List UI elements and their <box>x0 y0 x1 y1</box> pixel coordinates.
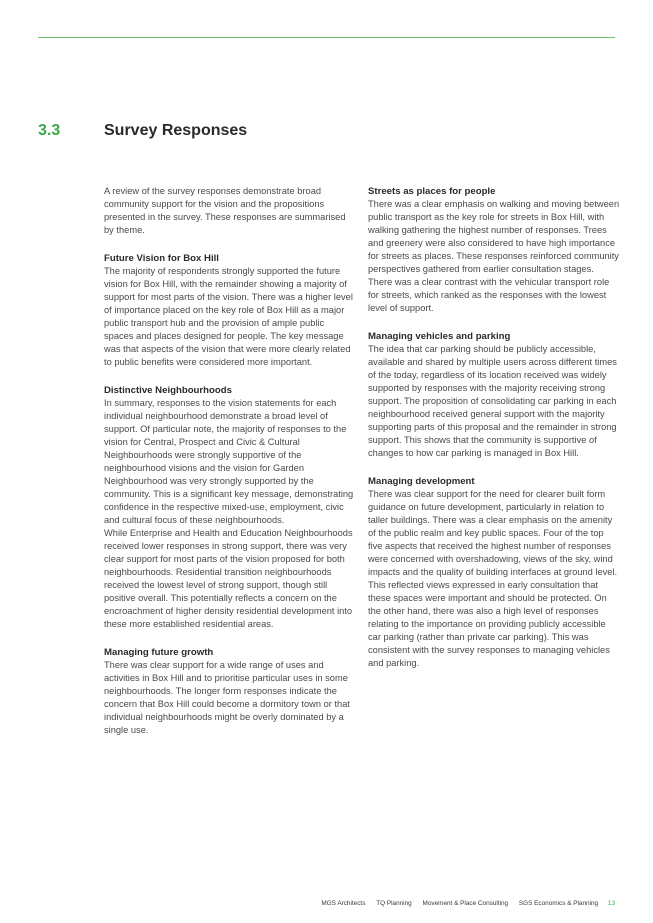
section-text: While Enterprise and Health and Education Neighbourhoods received lower responses in strong support, there was very clear support for most parts of the vision proposed for both neighbourhoods. Residential transition neighbourhoods received the lowest level of strong support, though still positive overall. This potentially reflects a concern on the encroachment of higher density residential development into these more established residential areas. <box>104 528 353 629</box>
section-heading: Managing future growth <box>104 647 214 658</box>
section-text: The majority of respondents strongly supported the future vision for Box Hill, with the remainder showing a majority of support for most parts of the vision. There was a higher level of importance placed on the key role of Box Hill as a major public transport hub and the provision of ample public spaces and places designed for people. The key message was that aspects of the vision that were more clearly related to public benefits were considered more important. <box>104 266 353 367</box>
section-text: There was clear support for the need for clearer built form guidance on future development, particularly in relation to taller buildings. There was a clear emphasis on the amenity of the public realm and key public spaces. Four of the top five aspects that received the highest number of responses were concerned with overshadowing, views of the sky, wind impacts and the quality of building interfaces at ground level. This reflected views expressed in early consultation that these spaces were important and should be protected. On the other hand, there was also a high level of responses relating to the importance on providing publicly accessible car parking (rather than private car parking). This was consistent with the survey responses to managing vehicles and parking. <box>368 489 618 668</box>
page-footer <box>312 900 615 907</box>
section-text: In summary, responses to the vision statements for each individual neighbourhood demonstrate a broad level of support. Of particular note, the majority of responses to the vision for Central, Prospect and Civic & Cultural Neighbourhoods were strongly supportive of the neighbourhood visions and the vision for Garden Neighbourhood was very strongly supported by the community. This is a significant key message, demonstrating confidence in the respective mixed-use, employment, civic and cultural focus of these neighbourhoods. <box>104 398 354 525</box>
section-text: There was a clear emphasis on walking and moving between public transport as the key role for streets in Box Hill, with walking gathering the highest number of responses. Trees and greenery were also considered to have high importance for streets as places. These responses reinforced community perspectives gathered from earlier consultation stages. There was a clear contrast with the vehicular transport role for streets, which ranked as the responses with the lowest level of support. <box>368 199 620 313</box>
section-heading: Managing development <box>368 476 475 487</box>
footer-credit: SGS Economics & Planning <box>518 900 599 907</box>
left-column <box>104 185 356 752</box>
vehicles-parking-block <box>368 330 620 460</box>
section-heading: Future Vision for Box Hill <box>104 253 219 264</box>
section-heading: Streets as places for people <box>368 186 496 197</box>
section-heading: Managing vehicles and parking <box>368 331 511 342</box>
intro-block <box>104 185 356 237</box>
streets-block <box>368 185 620 315</box>
footer-credit: MGS Architects <box>321 900 366 907</box>
intro-text: A review of the survey responses demonstrate broad community support for the vision and the propositions presented in the survey. These responses are summarised by theme. <box>104 186 346 235</box>
footer-credit: Movement & Place Consulting <box>422 900 509 907</box>
section-number: 3.3 <box>38 122 61 139</box>
page-number: 13 <box>607 900 615 907</box>
future-vision-block <box>104 252 356 369</box>
top-divider <box>38 37 615 38</box>
section-heading: Distinctive Neighbourhoods <box>104 385 232 396</box>
footer-credit: TQ Planning <box>376 900 412 907</box>
section-text: The idea that car parking should be publicly accessible, available and shared by multiple users across different times of the today, regardless of its location received was widely supported by responses with the majority receiving strong support. The proposition of consolidating car parking in each neighbourhood received general support with the majority supporting parts of this proposal and the remainder in strong support. This shows that the community is supportive of changes to how car parking is managed in Box Hill. <box>368 344 617 458</box>
managing-development-block <box>368 475 620 670</box>
managing-growth-block <box>104 646 356 737</box>
section-text: There was clear support for a wide range of uses and activities in Box Hill and to prioritise particular uses in some neighbourhoods. The longer form responses indicate the concern that Box Hill could become a dormitory town or that individual neighbourhoods might be overly dominated by a single use. <box>104 660 350 735</box>
distinctive-neighbourhoods-block <box>104 384 356 631</box>
page-title: Survey Responses <box>104 122 248 139</box>
right-column <box>368 185 620 685</box>
